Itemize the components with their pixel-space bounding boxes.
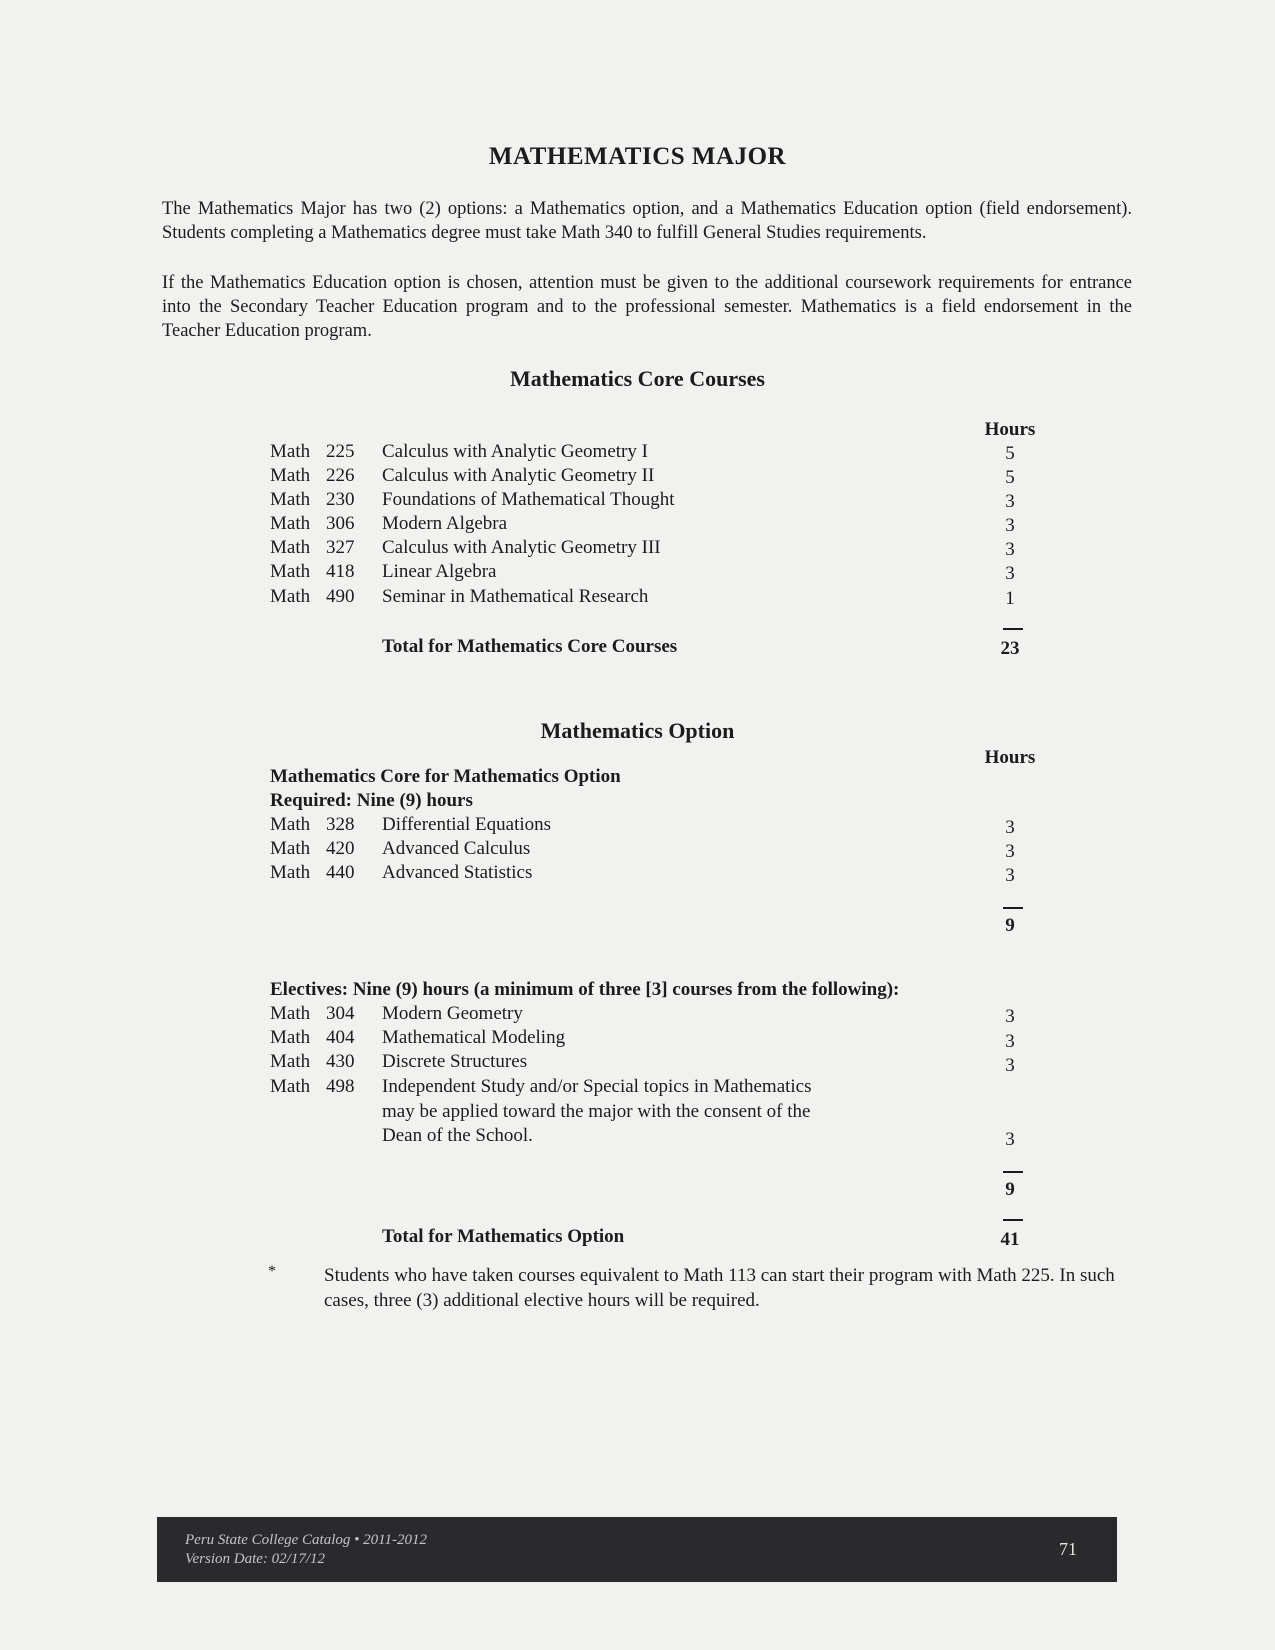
course-hours: 3 — [1005, 817, 1015, 838]
option-heading: Mathematics Option — [540, 718, 735, 743]
course-title: Calculus with Analytic Geometry III — [382, 537, 661, 558]
course-number: 418 — [326, 561, 355, 582]
course-title: Mathematical Modeling — [382, 1027, 566, 1048]
course-subject: Math — [270, 586, 311, 607]
core-total-hours: 23 — [1000, 638, 1020, 659]
course-number: 430 — [326, 1051, 355, 1072]
required-label: Required: Nine (9) hours — [270, 790, 473, 811]
course-number: 328 — [326, 814, 355, 835]
page-number: 71 — [1059, 1539, 1077, 1559]
option-core-label: Mathematics Core for Mathematics Option — [270, 766, 621, 787]
course-subject: Math — [270, 814, 311, 835]
footer-version-date: Version Date: 02/17/12 — [185, 1551, 325, 1567]
sum-rule — [1003, 1219, 1023, 1221]
course-hours: 3 — [1005, 491, 1015, 512]
course-title: Modern Geometry — [382, 1003, 523, 1024]
course-subject: Math — [270, 537, 311, 558]
course-number: 498 — [326, 1076, 355, 1097]
course-title: Advanced Statistics — [382, 862, 533, 883]
course-number: 490 — [326, 586, 355, 607]
course-number: 440 — [326, 862, 355, 883]
option-total-label: Total for Mathematics Option — [382, 1226, 625, 1247]
course-title: Calculus with Analytic Geometry I — [382, 441, 648, 462]
course-hours: 1 — [1005, 588, 1015, 609]
course-hours: 3 — [1005, 563, 1015, 584]
course-hours: 3 — [1005, 1031, 1015, 1052]
course-number: 306 — [326, 513, 355, 534]
course-subject: Math — [270, 838, 311, 859]
course-hours: 3 — [1005, 515, 1015, 536]
sum-rule — [1003, 1171, 1023, 1173]
course-number: 225 — [326, 441, 355, 462]
course-title: Linear Algebra — [382, 561, 497, 582]
sum-rule — [1003, 628, 1023, 630]
course-subject: Math — [270, 1051, 311, 1072]
footnote-text: Students who have taken courses equivalent to Math 113 can start their program with Math 225. In such cases, three (3) additional elective hours will be required. — [324, 1265, 1115, 1311]
sum-rule — [1003, 907, 1023, 909]
option-total-hours: 41 — [1000, 1229, 1020, 1250]
page-title: MATHEMATICS MAJOR — [488, 143, 787, 170]
intro-paragraph-1: The Mathematics Major has two (2) options: a Mathematics option, and a Mathematics Education option (field endorsement). Students completing a Mathematics degree must take Math 340 to fulfill General Studies requirements. — [162, 199, 1132, 243]
course-subject: Math — [270, 465, 311, 486]
course-number: 304 — [326, 1003, 355, 1024]
electives-total-hours: 9 — [1005, 1179, 1015, 1200]
course-title: Seminar in Mathematical Research — [382, 586, 649, 607]
page-footer — [157, 1517, 1117, 1582]
intro-paragraph-2: If the Mathematics Education option is chosen, attention must be given to the additional coursework requirements for entrance into the Secondary Teacher Education program and to the professional semester. Mathematics is a field endorsement in the Teacher Education program. — [162, 273, 1132, 341]
course-number: 230 — [326, 489, 355, 510]
footnote-marker: * — [268, 1263, 276, 1280]
course-title: Calculus with Analytic Geometry II — [382, 465, 655, 486]
course-title: Foundations of Mathematical Thought — [382, 489, 675, 510]
course-subject: Math — [270, 489, 311, 510]
course-subject: Math — [270, 1076, 311, 1097]
course-hours: 5 — [1005, 443, 1015, 464]
course-subject: Math — [270, 862, 311, 883]
course-title: Independent Study and/or Special topics in Mathematics may be applied toward the major with the consent of the Dean of the School. — [382, 1076, 812, 1146]
course-hours: 3 — [1005, 865, 1015, 886]
course-title: Modern Algebra — [382, 513, 508, 534]
course-subject: Math — [270, 1003, 311, 1024]
option-hours-header: Hours — [984, 747, 1036, 768]
course-number: 404 — [326, 1027, 355, 1048]
core-hours-header: Hours — [984, 419, 1036, 440]
course-hours: 5 — [1005, 467, 1015, 488]
course-title: Discrete Structures — [382, 1051, 528, 1072]
footer-catalog-info — [185, 1531, 427, 1569]
course-hours: 3 — [1005, 1055, 1015, 1076]
course-title: Differential Equations — [382, 814, 552, 835]
core-total-label: Total for Mathematics Core Courses — [382, 636, 678, 657]
course-subject: Math — [270, 561, 311, 582]
course-hours: 3 — [1005, 1006, 1015, 1027]
footer-catalog-title: Peru State College Catalog • 2011-2012 — [185, 1532, 428, 1548]
course-subject: Math — [270, 513, 311, 534]
course-hours: 3 — [1005, 841, 1015, 862]
course-subject: Math — [270, 1027, 311, 1048]
electives-label: Electives: Nine (9) hours (a minimum of three [3] courses from the following): — [270, 979, 900, 1000]
course-number: 226 — [326, 465, 355, 486]
core-courses-heading: Mathematics Core Courses — [510, 366, 765, 391]
course-number: 327 — [326, 537, 355, 558]
course-title: Advanced Calculus — [382, 838, 531, 859]
required-total-hours: 9 — [1005, 915, 1015, 936]
course-number: 420 — [326, 838, 355, 859]
course-hours: 3 — [1005, 539, 1015, 560]
course-subject: Math — [270, 441, 311, 462]
course-hours: 3 — [1005, 1129, 1015, 1150]
